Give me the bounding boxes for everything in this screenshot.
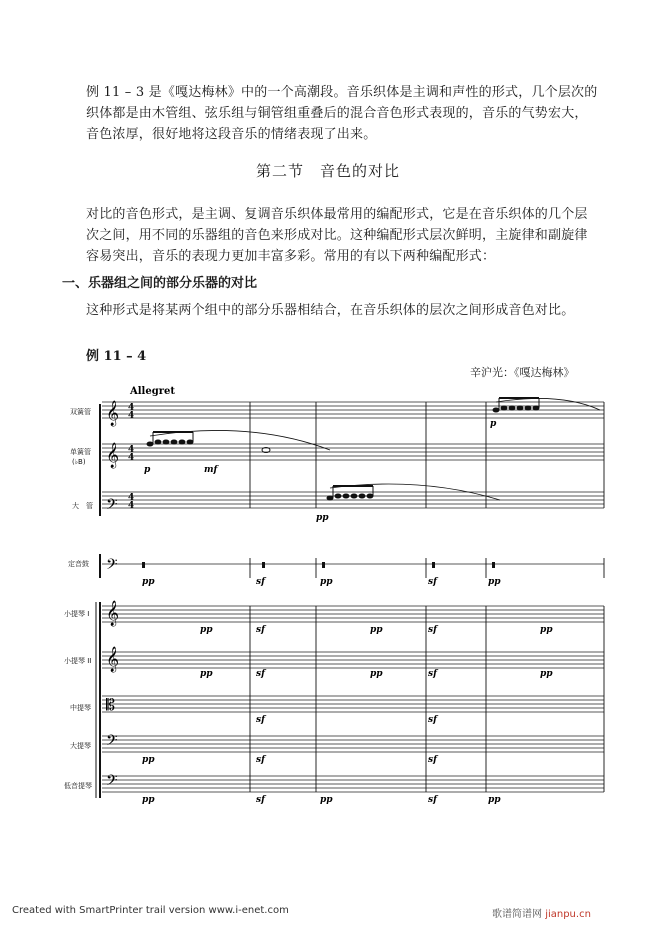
section-heading: 第二节 音色的对比 <box>255 162 400 180</box>
time-sig: 4 <box>128 453 135 463</box>
dynamic-sf: sf <box>256 755 265 765</box>
time-sig: 4 <box>128 411 135 421</box>
time-sig: 4 <box>128 445 135 455</box>
watermark-site: 歌谱简谱网 <box>492 909 542 920</box>
watermark <box>492 905 591 920</box>
composer-credit: 辛沪光：《嘎达梅林》 <box>470 366 575 379</box>
dynamic-p: p <box>144 465 151 475</box>
label-timpani: 定音鼓 <box>68 560 89 568</box>
dynamic-pp: pp <box>142 577 155 587</box>
example-label: 例 11 – 4 <box>86 349 147 364</box>
alto-clef-icon: 𝄡 <box>106 695 115 714</box>
bass-clef-icon: 𝄢 <box>106 556 118 577</box>
dynamic-p: p <box>490 419 497 429</box>
dynamic-sf: sf <box>428 669 437 679</box>
treble-clef-icon: 𝄞 <box>106 443 120 468</box>
dynamic-sf: sf <box>256 577 265 587</box>
dynamic-pp: pp <box>370 625 383 635</box>
label-bassoon: 大 管 <box>72 502 93 510</box>
paragraph-intro: 例 11 – 3 是《嘎达梅林》中的一个高潮段。音乐织体是主调和声性的形式，几个层次的织体都是由木管组、弦乐组与铜管组重叠后的混合音色形式表现的，音乐的气势宏大，音色浓厚，很好地将这段音乐的情绪表现了出来。 <box>86 85 598 142</box>
dynamic-sf: sf <box>256 625 265 635</box>
dynamic-pp: pp <box>320 577 333 587</box>
time-sig: 4 <box>128 493 135 503</box>
label-violin-1: 小提琴 I <box>64 610 90 618</box>
label-double-bass: 低音提琴 <box>64 782 92 790</box>
time-sig: 4 <box>128 501 135 511</box>
dynamic-sf: sf <box>428 755 437 765</box>
dynamic-sf: sf <box>428 715 437 725</box>
dynamic-pp: pp <box>370 669 383 679</box>
barlines <box>250 402 604 792</box>
dynamic-pp: pp <box>540 625 553 635</box>
tempo-marking: Allegret <box>130 386 175 397</box>
subheading: 一、乐器组之间的部分乐器的对比 <box>62 276 258 291</box>
orchestral-score <box>0 380 656 820</box>
label-clarinet-key: (♭B) <box>72 458 86 466</box>
bass-clef-icon: 𝄢 <box>106 732 118 753</box>
bass-clef-icon: 𝄢 <box>106 496 118 517</box>
dynamic-pp: pp <box>142 795 155 805</box>
time-sig: 4 <box>128 403 135 413</box>
treble-clef-icon: 𝄞 <box>106 647 120 672</box>
dynamic-pp: pp <box>316 513 329 523</box>
dynamic-sf: sf <box>428 625 437 635</box>
dynamic-pp: pp <box>540 669 553 679</box>
dynamic-pp: pp <box>142 755 155 765</box>
footer-credit: Created with SmartPrinter trail version www.i-enet.com <box>12 905 289 916</box>
dynamic-pp: pp <box>488 795 501 805</box>
dynamic-sf: sf <box>256 715 265 725</box>
dynamic-sf: sf <box>428 577 437 587</box>
label-oboe: 双簧管 <box>70 408 91 416</box>
treble-clef-icon: 𝄞 <box>106 401 120 426</box>
label-clarinet: 单簧管 <box>70 448 91 456</box>
dynamic-pp: pp <box>488 577 501 587</box>
dynamic-pp: pp <box>320 795 333 805</box>
watermark-url: jianpu.cn <box>545 909 591 920</box>
bass-clef-icon: 𝄢 <box>106 772 118 793</box>
dynamic-pp: pp <box>200 625 213 635</box>
label-viola: 中提琴 <box>70 704 91 712</box>
paragraph-contrast: 对比的音色形式，是主调、复调音乐织体最常用的编配形式，它是在音乐织体的几个层次之间，用不同的乐器组的音色来形成对比。这种编配形式层次鲜明，主旋律和副旋律容易突出，音乐的表现力更加丰富多彩。常用的有以下两种编配形式： <box>86 207 588 264</box>
treble-clef-icon: 𝄞 <box>106 601 120 626</box>
paragraph-form: 这种形式是将某两个组中的部分乐器相结合，在音乐织体的层次之间形成音色对比。 <box>86 303 575 318</box>
label-cello: 大提琴 <box>70 742 91 750</box>
label-violin-2: 小提琴 II <box>64 657 92 665</box>
dynamic-sf: sf <box>428 795 437 805</box>
dynamic-sf: sf <box>256 669 265 679</box>
dynamic-sf: sf <box>256 795 265 805</box>
dynamic-mf: mf <box>204 465 218 475</box>
staff-lines <box>102 402 604 792</box>
dynamic-pp: pp <box>200 669 213 679</box>
